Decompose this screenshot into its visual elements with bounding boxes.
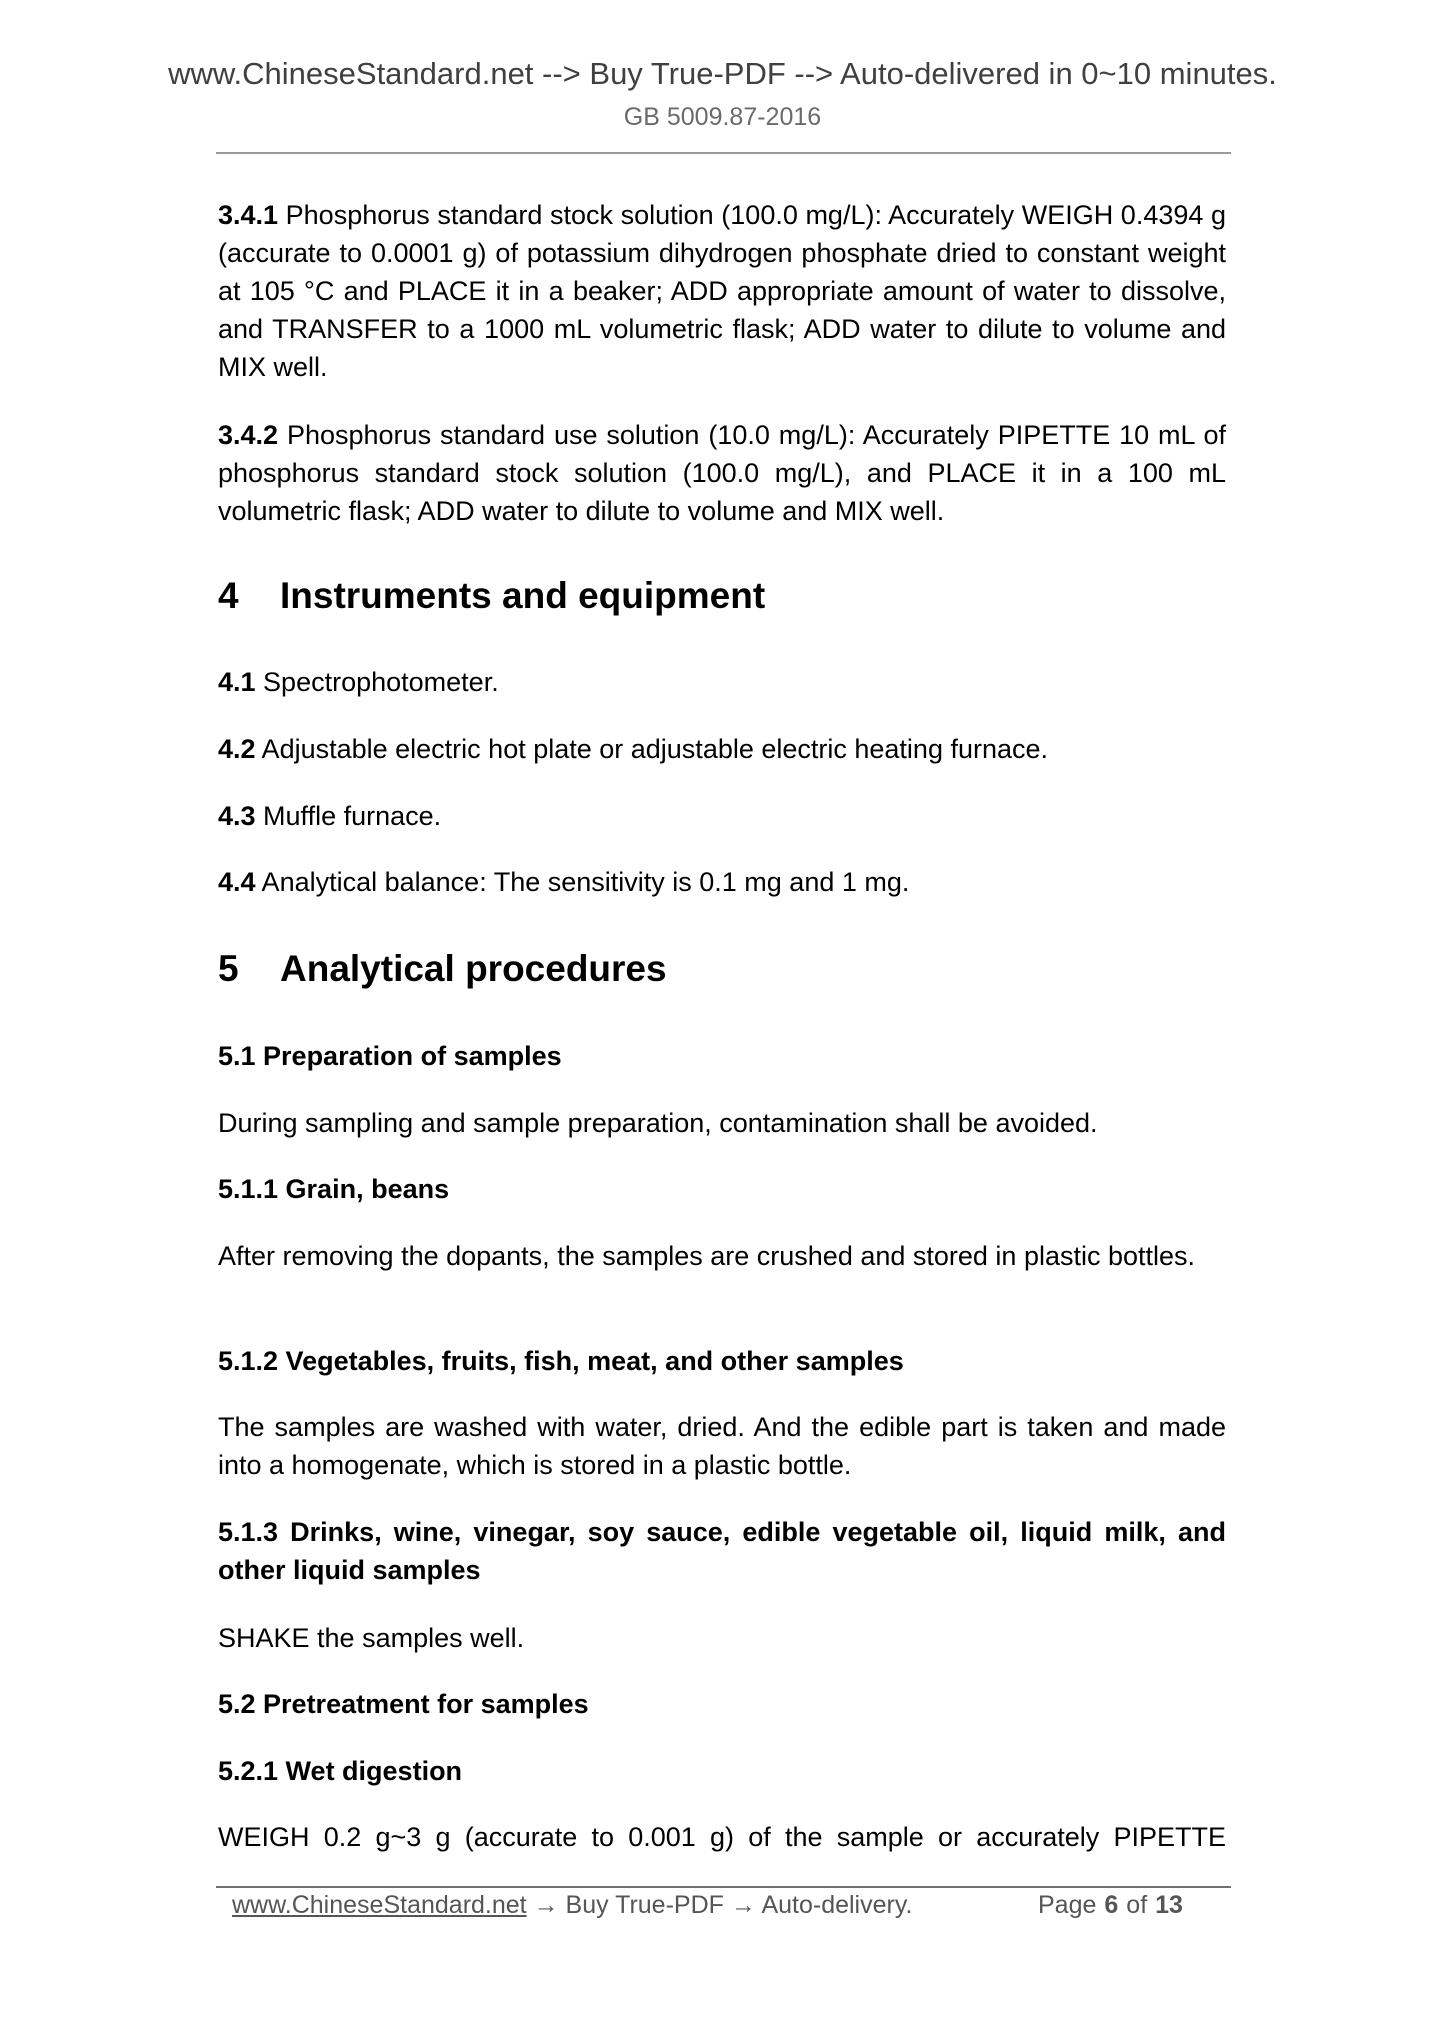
arrow-right-icon: → — [533, 1891, 559, 1919]
paragraph-3-4-1 — [218, 196, 1226, 386]
subsection-5-1-3-text: SHAKE the samples well. — [218, 1623, 525, 1653]
subsection-5-1-2-heading: 5.1.2 Vegetables, fruits, fish, meat, and other samples — [218, 1346, 904, 1376]
clause-number: 3.4.2 — [218, 420, 279, 450]
clause-number: 3.4.1 — [218, 200, 279, 230]
footer-buy-text: Buy True-PDF — [565, 1891, 724, 1919]
clause-text: Phosphorus standard use solution (10.0 mg/L): Accurately PIPETTE 10 mL of phosphorus standard stock solution (100.0 mg/L), and PLACE it in a 100 mL volumetric flask; ADD water to dilute to volume and MIX well. — [218, 420, 1226, 526]
subsection-5-1-heading: 5.1 Preparation of samples — [218, 1041, 562, 1071]
clause-text: Muffle furnace. — [255, 801, 442, 831]
clause-number: 4.3 — [218, 801, 256, 831]
subsection-5-2-heading: 5.2 Pretreatment for samples — [218, 1689, 589, 1719]
footer — [232, 1890, 1232, 1920]
arrow-right-icon: → — [730, 1891, 756, 1919]
clause-number: 4.4 — [218, 867, 256, 897]
clause-number: 4.1 — [218, 667, 256, 697]
footer-divider — [216, 1886, 1231, 1888]
subsection-5-1-1-heading: 5.1.1 Grain, beans — [218, 1174, 450, 1204]
subsection-5-1-2-text: The samples are washed with water, dried. And the edible part is taken and made into a homogenate, which is stored in a plastic bottle. — [218, 1412, 1226, 1480]
paragraph-3-4-2 — [218, 416, 1226, 530]
page-indicator — [1038, 1890, 1183, 1920]
clause-text: Adjustable electric hot plate or adjustable electric heating furnace. — [255, 734, 1049, 764]
subsection-5-1-text: During sampling and sample preparation, contamination shall be avoided. — [218, 1108, 1098, 1138]
footer-site-link[interactable]: www.ChineseStandard.net — [232, 1891, 527, 1919]
clause-text: Phosphorus standard stock solution (100.0 mg/L): Accurately WEIGH 0.4394 g (accurate to 0.0001 g) of potassium dihydrogen phosphate dried to constant weight at 105 °C and PLACE it in a beaker; ADD appropriate amount of water to dissolve, and TRANSFER to a 1000 mL volumetric flask; ADD water to dilute to volume and MIX well. — [218, 200, 1226, 382]
section-number: 5 — [218, 948, 239, 989]
subsection-5-1-3-heading: 5.1.3 Drinks, wine, vinegar, soy sauce, edible vegetable oil, liquid milk, and other liquid samples — [218, 1517, 1226, 1585]
header-banner: www.ChineseStandard.net --> Buy True-PDF --> Auto-delivered in 0~10 minutes. — [168, 56, 1277, 91]
item-4-4 — [218, 863, 1226, 901]
section-5-heading — [218, 947, 667, 991]
footer-delivery-text: Auto-delivery. — [761, 1891, 913, 1919]
section-title: Instruments and equipment — [280, 575, 766, 616]
item-4-3 — [218, 797, 1226, 835]
page-of: of — [1126, 1891, 1148, 1919]
item-4-2 — [218, 730, 1226, 768]
page-total: 13 — [1155, 1891, 1183, 1919]
page-label: Page — [1038, 1891, 1097, 1919]
section-number: 4 — [218, 575, 239, 616]
section-title: Analytical procedures — [280, 948, 667, 989]
subsection-5-2-1-text: WEIGH 0.2 g~3 g (accurate to 0.001 g) of the sample or accurately PIPETTE — [218, 1822, 1226, 1852]
clause-text: Analytical balance: The sensitivity is 0.1 mg and 1 mg. — [255, 867, 910, 897]
subsection-5-1-1-text: After removing the dopants, the samples are crushed and stored in plastic bottles. — [218, 1241, 1196, 1271]
clause-text: Spectrophotometer. — [255, 667, 499, 697]
clause-number: 4.2 — [218, 734, 256, 764]
page-current: 6 — [1104, 1891, 1119, 1919]
header-divider — [216, 152, 1231, 154]
section-4-heading — [218, 574, 765, 618]
subsection-5-2-1-heading: 5.2.1 Wet digestion — [218, 1756, 463, 1786]
item-4-1 — [218, 663, 1226, 701]
standard-code: GB 5009.87-2016 — [623, 103, 822, 131]
